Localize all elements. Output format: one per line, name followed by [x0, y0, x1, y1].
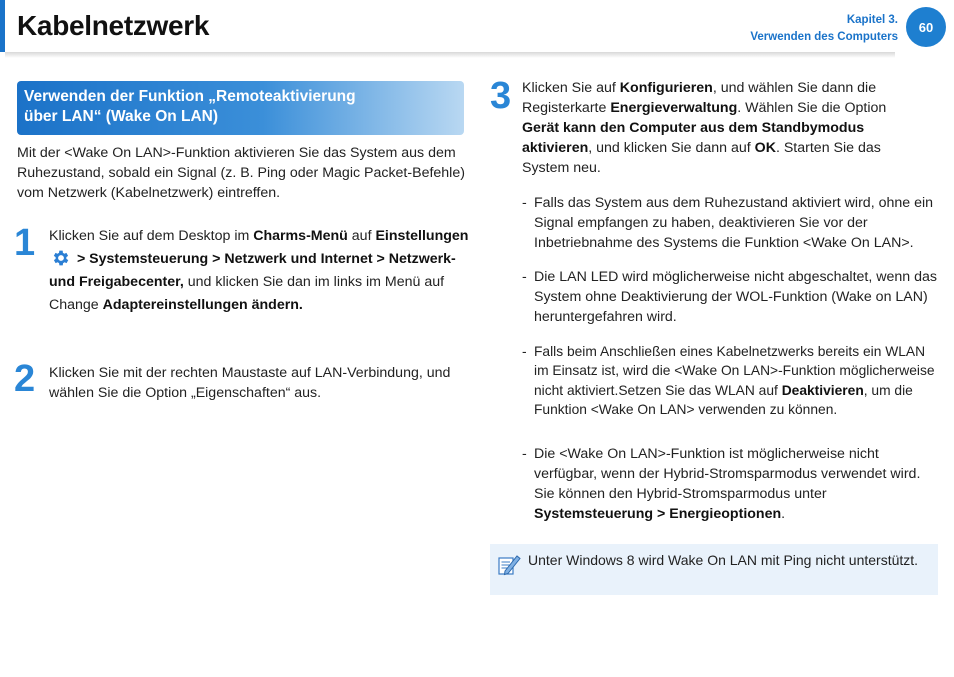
bullet-text: Falls beim Anschließen eines Kabelnetzwerks bereits ein WLAN im Einsatz ist, wird die <Wake On LAN>-Funktion möglicherweise nicht aktiviert.Setzen Sie das WLAN auf [534, 344, 935, 398]
step-3-part: , und klicken Sie dann auf [588, 140, 755, 156]
step-3-part: Klicken Sie auf [522, 80, 620, 96]
charms-menu-label: Charms-Menü [253, 228, 348, 244]
adapter-settings-label: Adaptereinstellungen ändern. [102, 297, 303, 313]
step-number-2: 2 [14, 358, 36, 400]
bullet-item [522, 444, 940, 524]
bullet-dash: - [522, 269, 527, 285]
bullet-dash: - [522, 446, 527, 462]
page-number-badge: 60 [906, 7, 946, 47]
header-divider [5, 52, 895, 58]
settings-path-label: > Systemsteuerung > Netzwerk und Internet > Netzwerk- und Freigabecenter, [49, 251, 456, 290]
step-2-text: Klicken Sie mit der rechten Maustaste auf LAN-Verbindung, und wählen Sie die Option „Eigenschaften“ aus. [49, 365, 451, 401]
ok-label: OK [754, 140, 776, 156]
step-1-part: und klicken Sie dan im links im Menü auf Change [49, 274, 445, 313]
chapter-title: Verwenden des Computers [750, 31, 898, 43]
step-1-part: auf [347, 228, 376, 244]
section-heading [17, 81, 464, 135]
bullet-text: Falls das System aus dem Ruhezustand aktiviert wird, ohne ein Signal empfangen zu haben, deaktivieren Sie vor der Inbetriebnahme des Systems die Funktion <Wake On LAN>. [534, 195, 934, 251]
settings-label: Einstellungen [375, 228, 469, 244]
bullet-item [522, 267, 940, 327]
step-number-3: 3 [490, 75, 512, 117]
section-heading-line1: Verwenden der Funktion „Remoteaktivierung [24, 88, 356, 105]
intro-paragraph: Mit der <Wake On LAN>-Funktion aktivieren Sie das System aus dem Ruhezustand, sobald ein Signal (z. B. Ping oder Magic Packet-Befehle) vom Netzwerk (Kabelnetzwerk) eintreffen. [17, 145, 465, 201]
wake-option-label: Gerät kann den Computer aus dem Standbymodus aktivieren [522, 120, 865, 156]
power-options-label: Systemsteuerung > Energieoptionen [534, 506, 782, 522]
step-1-text [49, 225, 469, 317]
step-3-part: , und wählen Sie dann die Registerkarte [522, 80, 877, 116]
bullet-text: Die LAN LED wird möglicherweise nicht abgeschaltet, wenn das System ohne Deaktivierung der WOL-Funktion (Wake on LAN) heruntergefahren wird. [534, 269, 937, 325]
bullet-text: Die <Wake On LAN>-Funktion ist möglicherweise nicht verfügbar, wenn der Hybrid-Stromsparmodus verwendet wird. Sie können den Hybrid-Stromsparmodus unter [534, 446, 921, 502]
bullet-text: , um die Funktion <Wake On LAN> verwenden zu können. [534, 382, 913, 417]
section-heading-line2: über LAN“ (Wake On LAN) [24, 108, 219, 125]
page-title: Kabelnetzwerk [17, 10, 210, 41]
bullet-dash: - [522, 344, 527, 359]
power-management-label: Energieverwaltung [610, 100, 738, 116]
configure-label: Konfigurieren [619, 80, 713, 96]
note-text: Unter Windows 8 wird Wake On LAN mit Ping nicht unterstützt. [528, 552, 919, 568]
bullet-item [522, 342, 940, 419]
step-3-part: . Wählen Sie die Option [737, 100, 887, 116]
chapter-info [750, 12, 898, 46]
step-1-part: Klicken Sie auf dem Desktop im [49, 228, 254, 244]
bullet-dash: - [522, 195, 527, 211]
note-pencil-icon [496, 552, 522, 578]
bullet-item [522, 193, 940, 253]
bullet-text: . [781, 506, 786, 522]
step-3-part: . Starten Sie das System neu. [522, 140, 881, 176]
step-number-1: 1 [14, 222, 36, 264]
note-box [490, 544, 938, 595]
deactivate-label: Deaktivieren [781, 382, 864, 398]
step-3-text [522, 78, 927, 178]
chapter-label: Kapitel 3. [846, 14, 898, 26]
header-accent-bar [0, 0, 5, 52]
gear-icon [51, 248, 71, 268]
